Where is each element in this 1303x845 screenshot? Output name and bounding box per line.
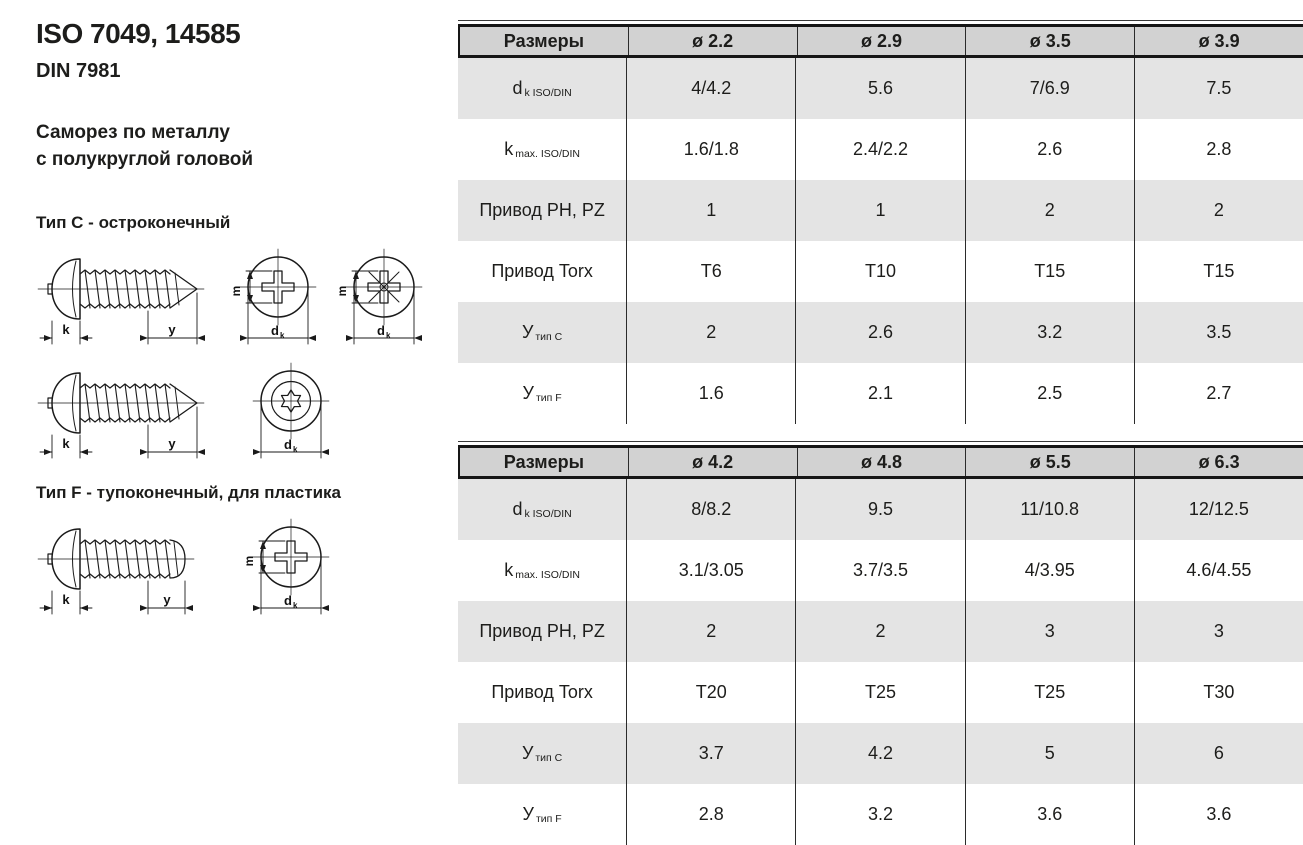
row-label-sub: тип F	[535, 391, 562, 404]
pointed-screw-side-view	[38, 373, 205, 458]
torx-head-view	[253, 363, 329, 458]
row-label-main: d	[512, 78, 523, 98]
row-label	[458, 601, 626, 662]
value-cell: T25	[795, 662, 964, 723]
value-cell: T6	[626, 241, 795, 302]
value-cell: 4/4.2	[626, 58, 795, 119]
pointed-screw-side-view	[38, 259, 205, 344]
value-cell: 5.6	[795, 58, 964, 119]
row-label	[458, 119, 626, 180]
table-row	[458, 363, 1303, 424]
header-diameter: ø 2.2	[628, 27, 797, 55]
header-diameter: ø 3.9	[1134, 27, 1303, 55]
value-cell: T15	[1134, 241, 1303, 302]
value-cell: 2.6	[795, 302, 964, 363]
product-description	[36, 119, 451, 173]
row-label-main: k	[504, 560, 514, 580]
table-row	[458, 723, 1303, 784]
value-cell: 3.1/3.05	[626, 540, 795, 601]
value-cell: 3.5	[1134, 302, 1303, 363]
header-diameter: ø 2.9	[797, 27, 966, 55]
row-label-sub: max. ISO/DIN	[515, 568, 580, 581]
row-label-main: Привод Torx	[491, 682, 593, 702]
pozidriv-head-view	[335, 249, 422, 344]
value-cell: 5	[965, 723, 1134, 784]
value-cell: 2	[626, 601, 795, 662]
table-row	[458, 662, 1303, 723]
table-row	[458, 302, 1303, 363]
row-label	[458, 479, 626, 540]
page-subtitle: DIN 7981	[36, 60, 121, 82]
header-diameter: ø 3.5	[965, 27, 1134, 55]
value-cell: 2	[965, 180, 1134, 241]
value-cell: T20	[626, 662, 795, 723]
row-label-main: Привод PH, PZ	[479, 200, 605, 220]
value-cell: T10	[795, 241, 964, 302]
size-table-1	[458, 20, 1303, 424]
header-sizes-label: Размеры	[503, 30, 584, 51]
value-cell: 2.4/2.2	[795, 119, 964, 180]
value-cell: 2.8	[1134, 119, 1303, 180]
value-cell: 9.5	[795, 479, 964, 540]
table-header-row	[458, 24, 1303, 58]
row-label-sub: k ISO/DIN	[524, 86, 572, 99]
value-cell: 11/10.8	[965, 479, 1134, 540]
value-cell: 2.5	[965, 363, 1134, 424]
table-row	[458, 58, 1303, 119]
value-cell: 1	[795, 180, 964, 241]
value-cell: 3.6	[1134, 784, 1303, 845]
row-label	[458, 241, 626, 302]
size-table-2	[458, 441, 1303, 845]
row-label-main: У	[522, 383, 534, 403]
phillips-head-view	[242, 519, 329, 614]
row-label	[458, 723, 626, 784]
table-header-row	[458, 445, 1303, 479]
table-row	[458, 601, 1303, 662]
row-label-sub: тип C	[535, 330, 563, 343]
description-line-1: Саморез по металлу	[36, 122, 230, 143]
type-c-drawing-torx	[36, 361, 366, 461]
row-label-main: d	[512, 499, 523, 519]
header-diameter: ø 4.2	[628, 448, 797, 476]
value-cell: T25	[965, 662, 1134, 723]
value-cell: 8/8.2	[626, 479, 795, 540]
table-row	[458, 479, 1303, 540]
value-cell: 3	[1134, 601, 1303, 662]
value-cell: 3.7/3.5	[795, 540, 964, 601]
row-label-main: Привод PH, PZ	[479, 621, 605, 641]
value-cell: 2	[626, 302, 795, 363]
value-cell: 1.6/1.8	[626, 119, 795, 180]
info-panel	[36, 18, 451, 631]
value-cell: 2.7	[1134, 363, 1303, 424]
table-row	[458, 119, 1303, 180]
row-label-sub: тип F	[535, 812, 562, 825]
value-cell: 3.2	[965, 302, 1134, 363]
value-cell: 3.2	[795, 784, 964, 845]
value-cell: 2	[795, 601, 964, 662]
type-f-drawing	[36, 517, 366, 617]
value-cell: 4.6/4.55	[1134, 540, 1303, 601]
blunt-screw-side-view	[38, 529, 194, 614]
size-tables	[458, 20, 1303, 845]
value-cell: 1.6	[626, 363, 795, 424]
phillips-head-view	[229, 249, 316, 344]
value-cell: 6	[1134, 723, 1303, 784]
row-label	[458, 180, 626, 241]
row-label	[458, 784, 626, 845]
row-label-main: У	[521, 322, 534, 342]
row-label-main: k	[504, 139, 514, 159]
value-cell: 12/12.5	[1134, 479, 1303, 540]
value-cell: 2.1	[795, 363, 964, 424]
value-cell: 4/3.95	[965, 540, 1134, 601]
row-label-sub: k ISO/DIN	[524, 507, 572, 520]
type-c-drawing-ph-pz	[36, 247, 436, 347]
table-row	[458, 180, 1303, 241]
header-sizes-label: Размеры	[503, 451, 584, 472]
row-label-main: У	[521, 743, 534, 763]
value-cell: 2	[1134, 180, 1303, 241]
value-cell: 3	[965, 601, 1134, 662]
row-label-sub: max. ISO/DIN	[515, 147, 580, 160]
description-line-2: с полукруглой головой	[36, 149, 254, 170]
row-label	[458, 58, 626, 119]
table-row	[458, 241, 1303, 302]
value-cell: T15	[965, 241, 1134, 302]
row-label-sub: тип C	[535, 751, 563, 764]
value-cell: 2.6	[965, 119, 1134, 180]
row-label-main: Привод Torx	[491, 261, 593, 281]
value-cell: 2.8	[626, 784, 795, 845]
table-row	[458, 540, 1303, 601]
row-label-main: У	[522, 804, 534, 824]
value-cell: 7.5	[1134, 58, 1303, 119]
row-label	[458, 302, 626, 363]
type-c-label: Тип C - остроконечный	[36, 213, 231, 232]
value-cell: 4.2	[795, 723, 964, 784]
value-cell: 1	[626, 180, 795, 241]
value-cell: 3.6	[965, 784, 1134, 845]
value-cell: 7/6.9	[965, 58, 1134, 119]
type-f-label: Тип F - тупоконечный, для пластика	[36, 483, 341, 502]
header-diameter: ø 4.8	[797, 448, 966, 476]
row-label	[458, 363, 626, 424]
table-row	[458, 784, 1303, 845]
value-cell: 3.7	[626, 723, 795, 784]
row-label	[458, 662, 626, 723]
header-diameter: ø 6.3	[1134, 448, 1303, 476]
value-cell: T30	[1134, 662, 1303, 723]
header-diameter: ø 5.5	[965, 448, 1134, 476]
page-title: ISO 7049, 14585	[36, 18, 241, 49]
row-label	[458, 540, 626, 601]
